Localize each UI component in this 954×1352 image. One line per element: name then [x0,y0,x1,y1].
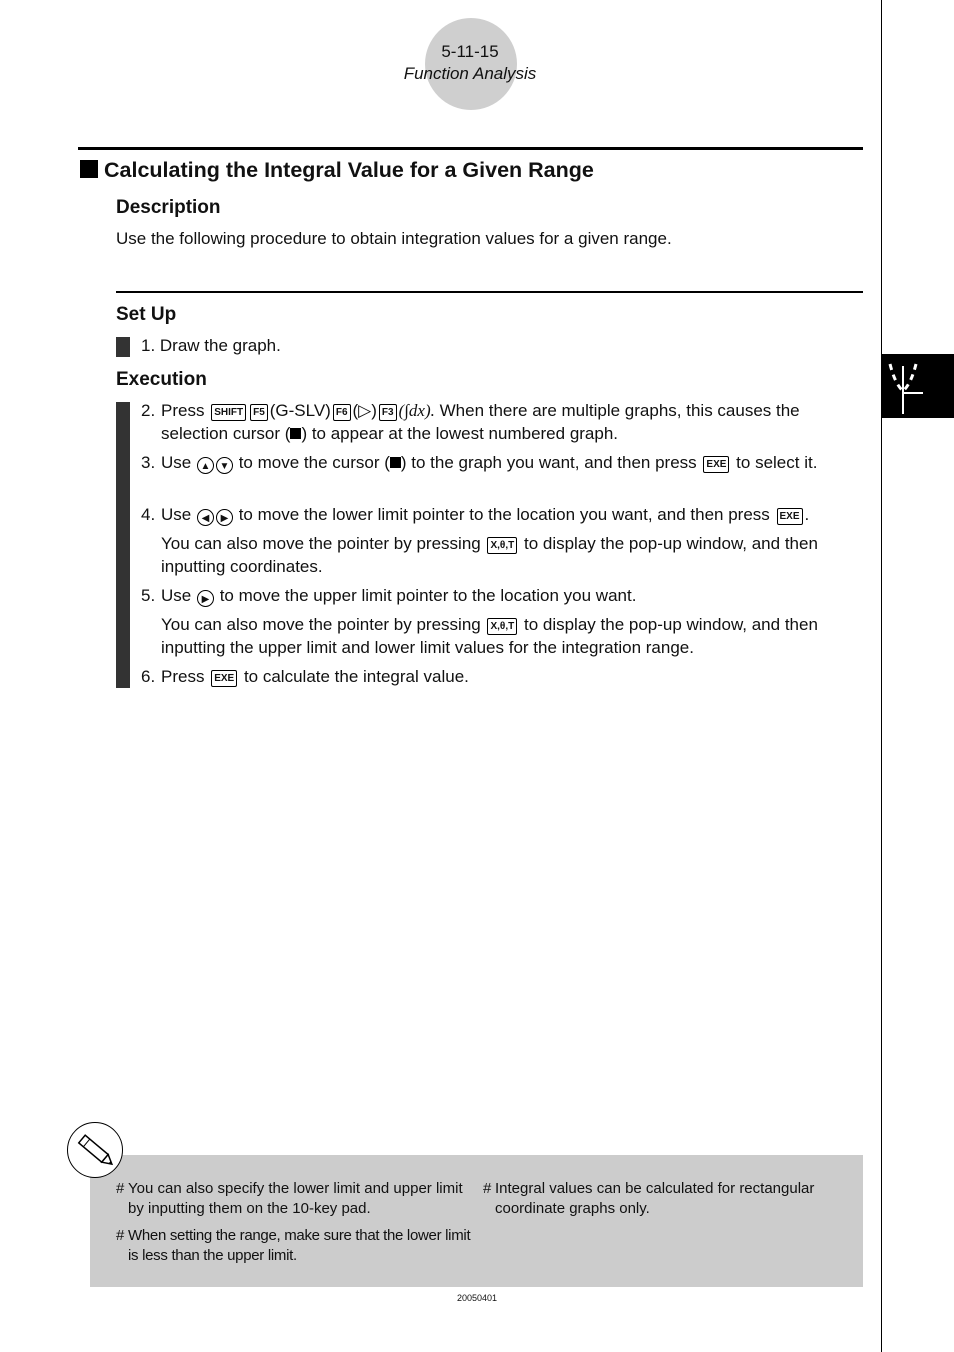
right-margin-line [881,0,882,1352]
cursor-square-icon [290,428,301,439]
step-5: 5. Use ▶ to move the upper limit pointer to the location you want. [141,586,637,605]
pencil-icon [67,1122,123,1178]
exe-key: EXE [703,456,729,473]
note-3: # Integral values can be calculated for rectangular coordinate graphs only. [483,1180,815,1217]
divider [116,291,863,293]
setup-bar [116,337,130,357]
note-1: # You can also specify the lower limit and upper limit by inputting them on the 10-key pad. [116,1180,463,1217]
setup-step-1: 1. Draw the graph. [141,336,281,355]
up-arrow-key-icon: ▲ [197,457,214,474]
exe-key: EXE [777,508,803,525]
step-2: 2. Press SHIFT F5 (G-SLV) F6 (▷) F3 (∫dx). When there are multiple graphs, this causes the selection cursor ( ) to appear at the lowest numbered graph. [141,401,800,443]
graph-icon [882,354,954,418]
title-text: Calculating the Integral Value for a Given Range [104,158,594,182]
execution-heading: Execution [116,369,207,390]
note-2: # When setting the range, make sure that the lower limit is less than the upper limit. [116,1227,471,1264]
exe-key: EXE [211,670,237,687]
integral-symbol: (∫dx). [398,401,435,420]
step-3: 3. Use ▲ ▼ to move the cursor ( ) to the graph you want, and then press EXE to select it. [141,453,818,472]
title-rule [78,147,863,150]
section-title [80,158,594,183]
cursor-square-icon [390,457,401,468]
date-code: 20050401 [456,1293,498,1303]
step-5-note: You can also move the pointer by pressing X,θ,T to display the pop-up window, and then inputting the upper limit and lower limit values for the integration range. [161,615,818,657]
f3-key: F3 [379,404,397,421]
description-text: Use the following procedure to obtain integration values for a given range. [116,229,672,248]
f6-key: F6 [333,404,351,421]
chapter-tab [882,354,954,418]
execution-bar [116,402,130,688]
down-arrow-key-icon: ▼ [216,457,233,474]
f5-key: F5 [250,404,268,421]
setup-heading: Set Up [116,304,177,325]
step-6: 6. Press EXE to calculate the integral value. [141,667,469,686]
shift-key: SHIFT [211,404,246,421]
left-arrow-key-icon: ◀ [197,509,214,526]
right-arrow-key-icon: ▶ [216,509,233,526]
x-theta-t-key: X,θ,T [487,537,517,554]
step-4-note: You can also move the pointer by pressing X,θ,T to display the pop-up window, and then inputting coordinates. [161,534,818,576]
bullet-square-icon [80,160,98,178]
page-number: 5-11-15 [441,42,499,61]
right-arrow-key-icon: ▶ [197,590,214,607]
section-name: Function Analysis [403,64,537,83]
step-4: 4. Use ◀ ▶ to move the lower limit pointer to the location you want, and then press EXE . [141,505,810,524]
description-heading: Description [116,197,221,218]
x-theta-t-key: X,θ,T [487,618,517,635]
notes-box [90,1155,863,1287]
